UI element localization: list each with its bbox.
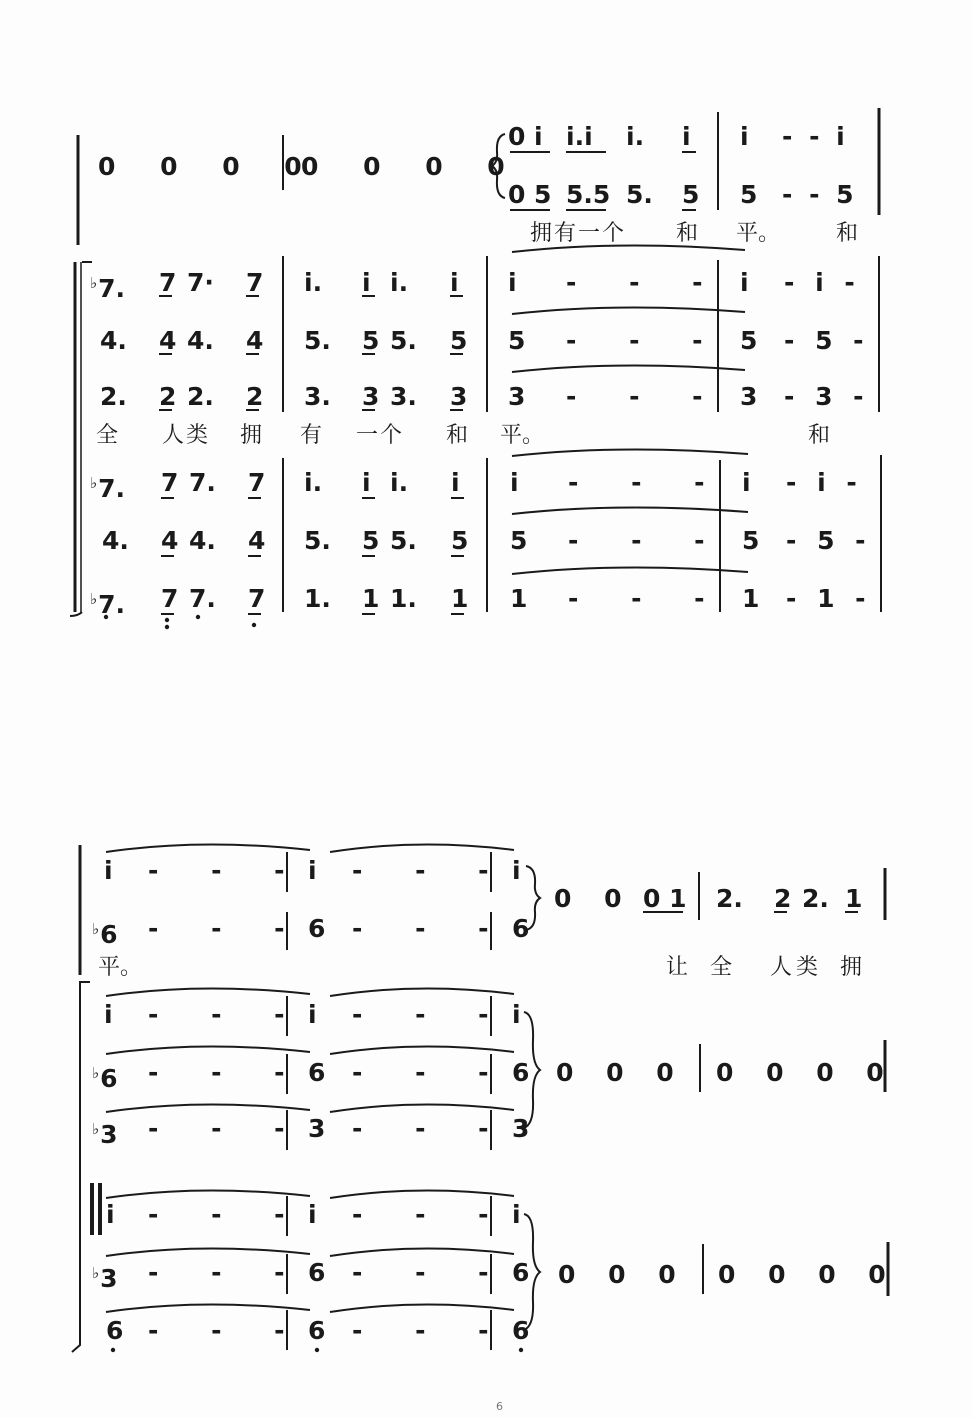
- note: 7.: [98, 474, 125, 503]
- note: i.: [390, 268, 409, 297]
- dash: - - -: [566, 326, 725, 355]
- dash: - - -: [568, 584, 727, 613]
- dash: - 5 -: [784, 326, 870, 355]
- note: 6: [512, 1258, 530, 1287]
- dash: - - -: [352, 914, 511, 943]
- bracket: [72, 982, 90, 1352]
- slur: [512, 449, 748, 456]
- slur: [512, 567, 748, 574]
- lyric: 和: [446, 423, 469, 448]
- note: 3: [100, 1120, 118, 1149]
- page-number: 6: [496, 1400, 503, 1413]
- lyric: 全: [96, 423, 119, 448]
- note: 2.: [802, 884, 829, 913]
- lyric: 让: [666, 955, 689, 980]
- note: 3: [508, 382, 526, 411]
- dash: - - -: [352, 1114, 511, 1143]
- lyric: 平。: [500, 423, 545, 448]
- note: i: [104, 1000, 113, 1029]
- repeat-mark: [90, 1183, 94, 1235]
- dash: - - -: [352, 856, 511, 885]
- note: 3: [362, 382, 380, 411]
- dash: - - -: [352, 1058, 511, 1087]
- measure-rest: 0 0 0: [556, 1058, 686, 1087]
- measure-rest: 0 0 0: [558, 1260, 688, 1289]
- note: 7.: [98, 590, 125, 619]
- lyric: 和: [836, 221, 859, 246]
- lyric: 全: [710, 955, 733, 980]
- lyric: 人类: [770, 955, 823, 980]
- dash: - - -: [148, 1058, 307, 1087]
- note: 3: [100, 1264, 118, 1293]
- dash: - 5 -: [786, 526, 872, 555]
- lyric: 拥: [840, 955, 863, 980]
- dash: - - -: [148, 1258, 307, 1287]
- slur: [512, 365, 745, 372]
- lyric: 和: [676, 221, 699, 246]
- note: 4.: [189, 526, 216, 555]
- note: 6: [308, 1058, 326, 1087]
- note: 4.: [100, 326, 127, 355]
- note: 4: [161, 526, 179, 555]
- note: i: [534, 122, 543, 151]
- note: i.: [390, 468, 409, 497]
- note: 7.: [98, 274, 125, 303]
- lyric: 拥有一个: [530, 221, 627, 246]
- measure-rest: 0 0 0 0: [98, 152, 320, 181]
- note: i: [508, 268, 517, 297]
- note: 5: [450, 326, 468, 355]
- note: i: [740, 268, 749, 297]
- dash: - - -: [148, 1000, 307, 1029]
- note: 6: [106, 1316, 124, 1345]
- lyric: 拥: [240, 423, 263, 448]
- note: 6: [512, 1058, 530, 1087]
- dash: - - -: [566, 268, 725, 297]
- lyric: 一个: [356, 423, 405, 448]
- note: i: [512, 1200, 521, 1229]
- dash: - - -: [148, 1114, 307, 1143]
- note: 5.: [626, 180, 653, 209]
- note: 7: [161, 584, 179, 613]
- note: 3: [450, 382, 468, 411]
- note: 5: [451, 526, 469, 555]
- note: 1: [510, 584, 528, 613]
- measure-rest: 0 0: [554, 884, 634, 913]
- note: i: [362, 268, 371, 297]
- note: 7: [161, 468, 179, 497]
- measure-rest: 0 0 0 0: [718, 1260, 898, 1289]
- lyric: 有: [300, 423, 323, 448]
- dash: - - -: [352, 1000, 511, 1029]
- note: 2: [246, 382, 264, 411]
- note: 7: [246, 268, 264, 297]
- note: 5: [742, 526, 760, 555]
- note: i.i: [566, 122, 593, 151]
- note: 5: [510, 526, 528, 555]
- dash: - - -: [352, 1258, 511, 1287]
- note: i: [362, 468, 371, 497]
- note: 1: [362, 584, 380, 613]
- dash: - - -: [352, 1200, 511, 1229]
- measure-rest: 0 0 0 0: [301, 152, 523, 181]
- note: 6: [512, 1316, 530, 1345]
- flat-sign: ♭: [90, 274, 98, 292]
- note: 3.: [390, 382, 417, 411]
- note: 5.: [304, 526, 331, 555]
- flat-sign: ♭: [90, 590, 98, 608]
- note: 1: [845, 884, 863, 913]
- note: 0 1: [643, 884, 687, 913]
- note: 6: [308, 914, 326, 943]
- dash: - 3 -: [784, 382, 870, 411]
- lyric: 平。: [736, 221, 781, 246]
- note: 3.: [304, 382, 331, 411]
- note: 6: [100, 1064, 118, 1093]
- note: 1.: [390, 584, 417, 613]
- note: i: [450, 268, 459, 297]
- note: 5.: [390, 326, 417, 355]
- note: 2.: [716, 884, 743, 913]
- note: 5: [740, 180, 758, 209]
- note: i.: [304, 268, 323, 297]
- note: 2.: [100, 382, 127, 411]
- note: i: [512, 856, 521, 885]
- note: i: [451, 468, 460, 497]
- note: i: [512, 1000, 521, 1029]
- lyric: 平。: [98, 955, 143, 980]
- note: i.: [304, 468, 323, 497]
- dash: - - -: [148, 1200, 307, 1229]
- note: 0: [508, 180, 526, 209]
- note: i: [308, 1000, 317, 1029]
- note: 5: [740, 326, 758, 355]
- dash: - 1 -: [786, 584, 872, 613]
- note: 5.5: [566, 180, 611, 209]
- note: 2: [159, 382, 177, 411]
- note: 6: [512, 914, 530, 943]
- note: 7.: [189, 468, 216, 497]
- note: 7: [248, 468, 266, 497]
- dash: - - -: [148, 914, 307, 943]
- dash: - - -: [568, 468, 727, 497]
- note: i: [740, 122, 749, 151]
- repeat-mark: [98, 1183, 102, 1235]
- note: 4: [248, 526, 266, 555]
- note: 4.: [102, 526, 129, 555]
- note: 5.: [304, 326, 331, 355]
- flat-sign: ♭: [92, 920, 100, 938]
- note: 1: [451, 584, 469, 613]
- note: 5.: [390, 526, 417, 555]
- note: 5: [534, 180, 552, 209]
- note: 4.: [187, 326, 214, 355]
- note: 6: [308, 1316, 326, 1345]
- note: 3: [308, 1114, 326, 1143]
- note: 7·: [187, 268, 214, 297]
- lyric: 人类: [162, 423, 211, 448]
- dash: - - -: [352, 1316, 511, 1345]
- note: i.: [626, 122, 645, 151]
- note: 5: [682, 180, 700, 209]
- note: 5: [362, 326, 380, 355]
- slur: [512, 245, 745, 252]
- dash: - - -: [568, 526, 727, 555]
- note: - - i: [782, 122, 849, 151]
- note: 1.: [304, 584, 331, 613]
- note: 7: [159, 268, 177, 297]
- flat-sign: ♭: [92, 1120, 100, 1138]
- slur: [512, 307, 745, 314]
- note: 5: [362, 526, 380, 555]
- dash: - i -: [786, 468, 863, 497]
- flat-sign: ♭: [92, 1064, 100, 1082]
- note: 3: [740, 382, 758, 411]
- lyric: 和: [808, 423, 831, 448]
- note: - - 5: [782, 180, 858, 209]
- dash: - i -: [784, 268, 861, 297]
- dash: - - -: [148, 1316, 307, 1345]
- measure-rest: 0 0 0 0: [716, 1058, 896, 1087]
- note: 0: [508, 122, 526, 151]
- note: i: [308, 856, 317, 885]
- dash: - - -: [566, 382, 725, 411]
- note: i: [682, 122, 691, 151]
- slur: [512, 507, 748, 514]
- flat-sign: ♭: [92, 1264, 100, 1282]
- note: 7.: [189, 584, 216, 613]
- note: 6: [308, 1258, 326, 1287]
- note: 2: [774, 884, 792, 913]
- note: i: [308, 1200, 317, 1229]
- note: 4: [159, 326, 177, 355]
- note: i: [106, 1200, 115, 1229]
- note: i: [104, 856, 113, 885]
- note: 7: [248, 584, 266, 613]
- note: 4: [246, 326, 264, 355]
- note: 3: [512, 1114, 530, 1143]
- note: i: [742, 468, 751, 497]
- note: 2.: [187, 382, 214, 411]
- note: 5: [508, 326, 526, 355]
- flat-sign: ♭: [90, 474, 98, 492]
- note: i: [510, 468, 519, 497]
- dash: - - -: [148, 856, 307, 885]
- note: 1: [742, 584, 760, 613]
- note: 6: [100, 920, 118, 949]
